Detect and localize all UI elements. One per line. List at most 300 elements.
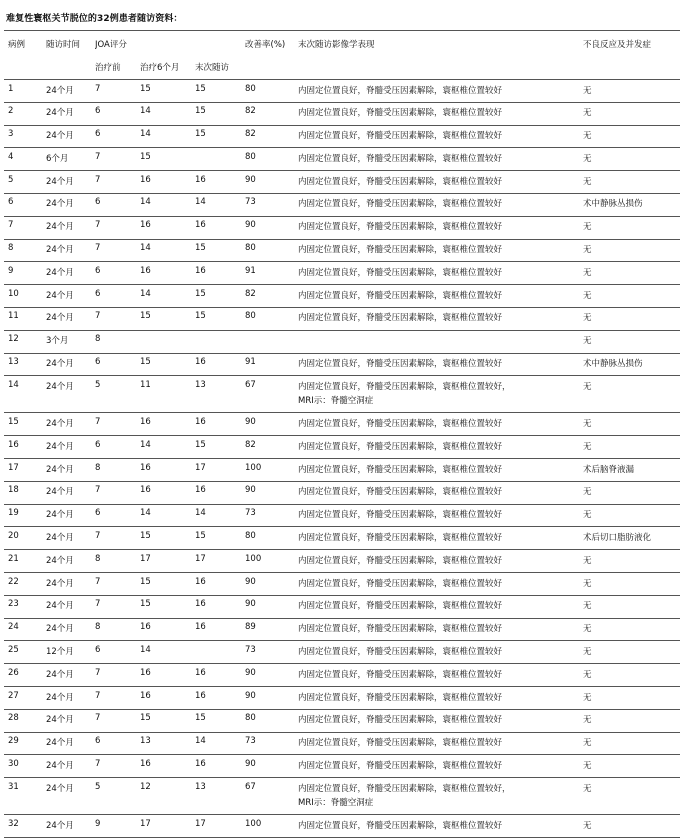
cell-improvement-rate: 90 [245,413,298,436]
cell-followup-time: 24个月 [46,376,95,413]
cell-improvement-rate: 100 [245,459,298,482]
imaging-line: 内固定位置良好，脊髓受压因素解除，寰枢椎位置较好 [298,715,503,726]
cell-followup-time: 24个月 [46,595,95,618]
cell-followup-time: 24个月 [46,550,95,573]
cell-case: 12 [4,330,46,353]
header-followup: 随访时间 [46,31,95,59]
cell-followup-time: 24个月 [46,755,95,778]
cell-improvement-rate: 80 [245,80,298,103]
cell-imaging [298,687,583,710]
cell-imaging [298,504,583,527]
table-row [4,436,680,459]
cell-case: 6 [4,193,46,216]
cell-case: 3 [4,125,46,148]
cell-joa-six-months: 14 [140,125,195,148]
cell-case: 32 [4,815,46,838]
cell-complications: 无 [583,709,680,732]
cell-case: 11 [4,307,46,330]
cell-joa-before: 7 [95,239,140,262]
imaging-line-mri: MRI示：脊髓空洞症 [298,797,374,808]
cell-imaging [298,239,583,262]
cell-followup-time: 24个月 [46,125,95,148]
table-row [4,193,680,216]
cell-imaging [298,216,583,239]
cell-improvement-rate: 82 [245,102,298,125]
imaging-line: 内固定位置良好，脊髓受压因素解除，寰枢椎位置较好 [298,820,503,831]
cell-improvement-rate: 82 [245,285,298,308]
cell-joa-before: 7 [95,80,140,103]
cell-joa-last: 13 [195,376,245,413]
cell-imaging [298,527,583,550]
cell-joa-six-months: 14 [140,641,195,664]
cell-joa-last [195,330,245,353]
cell-improvement-rate: 100 [245,815,298,838]
cell-joa-before: 8 [95,459,140,482]
imaging-line-mri: MRI示：脊髓空洞症 [298,395,374,406]
cell-complications: 无 [583,216,680,239]
cell-joa-six-months: 15 [140,148,195,171]
cell-followup-time: 24个月 [46,262,95,285]
cell-case: 23 [4,595,46,618]
cell-joa-before: 7 [95,413,140,436]
cell-followup-time: 24个月 [46,239,95,262]
header-last: 末次随访 [195,58,245,80]
cell-joa-six-months: 14 [140,102,195,125]
cell-improvement-rate: 90 [245,664,298,687]
table-row [4,573,680,596]
cell-improvement-rate: 90 [245,481,298,504]
table-row [4,239,680,262]
table-row [4,527,680,550]
cell-joa-last: 16 [195,755,245,778]
imaging-line: 内固定位置良好，脊髓受压因素解除，寰枢椎位置较好， [298,783,511,794]
cell-imaging [298,125,583,148]
cell-improvement-rate: 73 [245,732,298,755]
cell-joa-before: 7 [95,687,140,710]
cell-improvement-rate: 90 [245,755,298,778]
cell-followup-time: 24个月 [46,527,95,550]
imaging-line: 内固定位置良好，脊髓受压因素解除，寰枢椎位置较好 [298,692,503,703]
cell-case: 20 [4,527,46,550]
cell-joa-last: 15 [195,125,245,148]
cell-joa-last: 17 [195,459,245,482]
cell-imaging [298,641,583,664]
table-row [4,285,680,308]
cell-joa-last: 15 [195,709,245,732]
cell-improvement-rate: 67 [245,376,298,413]
cell-complications: 术中静脉丛损伤 [583,193,680,216]
cell-followup-time: 24个月 [46,307,95,330]
cell-improvement-rate: 90 [245,687,298,710]
cell-followup-time: 24个月 [46,216,95,239]
cell-imaging [298,709,583,732]
cell-case: 9 [4,262,46,285]
cell-complications: 无 [583,481,680,504]
cell-joa-six-months: 14 [140,239,195,262]
cell-complications: 无 [583,778,680,815]
cell-joa-six-months: 17 [140,815,195,838]
cell-joa-last: 16 [195,353,245,376]
cell-joa-six-months: 15 [140,595,195,618]
cell-joa-before: 6 [95,285,140,308]
imaging-line: 内固定位置良好，脊髓受压因素解除，寰枢椎位置较好 [298,738,503,749]
cell-joa-last: 16 [195,481,245,504]
cell-case: 22 [4,573,46,596]
imaging-line: 内固定位置良好，脊髓受压因素解除，寰枢椎位置较好 [298,646,503,657]
cell-improvement-rate: 90 [245,573,298,596]
cell-imaging [298,285,583,308]
cell-imaging [298,618,583,641]
cell-joa-before: 6 [95,193,140,216]
cell-joa-before: 7 [95,307,140,330]
imaging-line: 内固定位置良好，脊髓受压因素解除，寰枢椎位置较好 [298,578,503,589]
cell-joa-before: 5 [95,376,140,413]
table-row [4,262,680,285]
cell-joa-last: 16 [195,664,245,687]
imaging-line: 内固定位置良好，脊髓受压因素解除，寰枢椎位置较好 [298,487,503,498]
imaging-line: 内固定位置良好，脊髓受压因素解除，寰枢椎位置较好 [298,669,503,680]
cell-improvement-rate: 100 [245,550,298,573]
cell-complications: 无 [583,239,680,262]
cell-complications: 无 [583,285,680,308]
cell-imaging [298,193,583,216]
cell-complications: 无 [583,595,680,618]
cell-case: 31 [4,778,46,815]
cell-case: 19 [4,504,46,527]
cell-improvement-rate: 73 [245,504,298,527]
cell-joa-last: 17 [195,815,245,838]
cell-joa-six-months: 14 [140,504,195,527]
cell-joa-six-months: 12 [140,778,195,815]
cell-joa-six-months: 15 [140,573,195,596]
cell-imaging [298,550,583,573]
cell-followup-time: 24个月 [46,102,95,125]
table-row [4,171,680,194]
cell-imaging [298,330,583,353]
table-row [4,732,680,755]
table-row [4,618,680,641]
cell-imaging [298,376,583,413]
cell-joa-last: 14 [195,504,245,527]
cell-joa-six-months: 16 [140,687,195,710]
cell-case: 18 [4,481,46,504]
cell-joa-last: 16 [195,216,245,239]
table-row [4,216,680,239]
cell-joa-before: 7 [95,148,140,171]
cell-joa-before: 9 [95,815,140,838]
cell-joa-before: 6 [95,436,140,459]
cell-joa-six-months: 15 [140,307,195,330]
cell-improvement-rate: 82 [245,125,298,148]
cell-joa-last: 14 [195,732,245,755]
table-row [4,778,680,815]
cell-joa-six-months: 16 [140,216,195,239]
cell-joa-last: 17 [195,550,245,573]
cell-imaging [298,573,583,596]
table-row [4,353,680,376]
imaging-line: 内固定位置良好，脊髓受压因素解除，寰枢椎位置较好， [298,381,511,392]
cell-followup-time: 24个月 [46,353,95,376]
cell-complications: 无 [583,413,680,436]
cell-joa-six-months: 14 [140,193,195,216]
cell-complications: 无 [583,641,680,664]
cell-imaging [298,815,583,838]
cell-improvement-rate: 73 [245,193,298,216]
cell-complications: 无 [583,618,680,641]
cell-case: 1 [4,80,46,103]
header-row-sub [4,58,680,80]
cell-improvement-rate: 90 [245,171,298,194]
table-row [4,413,680,436]
cell-complications: 无 [583,687,680,710]
cell-joa-six-months: 16 [140,413,195,436]
table-row [4,148,680,171]
cell-joa-six-months: 16 [140,262,195,285]
cell-joa-six-months: 13 [140,732,195,755]
imaging-line: 内固定位置良好，脊髓受压因素解除，寰枢椎位置较好 [298,555,503,566]
cell-joa-last: 15 [195,285,245,308]
cell-followup-time: 24个月 [46,171,95,194]
cell-imaging [298,664,583,687]
cell-joa-before: 6 [95,125,140,148]
cell-joa-six-months: 14 [140,436,195,459]
cell-joa-six-months: 16 [140,481,195,504]
cell-joa-before: 7 [95,709,140,732]
cell-complications: 无 [583,755,680,778]
cell-followup-time: 24个月 [46,709,95,732]
cell-case: 29 [4,732,46,755]
cell-imaging [298,307,583,330]
cell-case: 7 [4,216,46,239]
cell-joa-before: 8 [95,618,140,641]
cell-case: 27 [4,687,46,710]
cell-improvement-rate: 80 [245,148,298,171]
cell-joa-before: 6 [95,732,140,755]
cell-imaging [298,755,583,778]
header-case: 病例 [4,31,46,59]
imaging-line: 内固定位置良好，脊髓受压因素解除，寰枢椎位置较好 [298,464,503,475]
cell-followup-time: 24个月 [46,80,95,103]
cell-followup-time: 24个月 [46,618,95,641]
table-row [4,459,680,482]
table-row [4,481,680,504]
cell-joa-before: 6 [95,102,140,125]
cell-improvement-rate: 89 [245,618,298,641]
imaging-line: 内固定位置良好，脊髓受压因素解除，寰枢椎位置较好 [298,199,503,210]
cell-joa-six-months: 11 [140,376,195,413]
cell-imaging [298,262,583,285]
cell-case: 5 [4,171,46,194]
cell-followup-time: 3个月 [46,330,95,353]
cell-case: 26 [4,664,46,687]
cell-joa-six-months: 16 [140,459,195,482]
cell-joa-six-months: 15 [140,80,195,103]
cell-followup-time: 24个月 [46,815,95,838]
cell-case: 14 [4,376,46,413]
cell-complications: 无 [583,102,680,125]
cell-complications: 无 [583,171,680,194]
cell-followup-time: 24个月 [46,573,95,596]
cell-joa-last: 16 [195,618,245,641]
cell-joa-before: 7 [95,216,140,239]
imaging-line: 内固定位置良好，脊髓受压因素解除，寰枢椎位置较好 [298,441,503,452]
cell-imaging [298,413,583,436]
cell-imaging [298,595,583,618]
cell-imaging [298,732,583,755]
imaging-line: 内固定位置良好，脊髓受压因素解除，寰枢椎位置较好 [298,532,503,543]
cell-complications: 术后切口脂肪液化 [583,527,680,550]
cell-imaging [298,102,583,125]
cell-complications: 无 [583,815,680,838]
header-six-months: 治疗6个月 [140,58,195,80]
cell-joa-last: 15 [195,102,245,125]
cell-case: 16 [4,436,46,459]
cell-joa-six-months: 15 [140,709,195,732]
table-row [4,664,680,687]
cell-complications: 无 [583,376,680,413]
cell-followup-time: 24个月 [46,504,95,527]
imaging-line: 内固定位置良好，脊髓受压因素解除，寰枢椎位置较好 [298,153,503,164]
cell-case: 10 [4,285,46,308]
cell-joa-before: 6 [95,504,140,527]
cell-case: 21 [4,550,46,573]
cell-joa-six-months: 16 [140,755,195,778]
cell-joa-six-months [140,330,195,353]
cell-joa-six-months: 16 [140,171,195,194]
cell-followup-time: 24个月 [46,436,95,459]
cell-complications: 无 [583,148,680,171]
cell-followup-time: 24个月 [46,481,95,504]
table-body [4,80,680,838]
cell-case: 24 [4,618,46,641]
imaging-line: 内固定位置良好，脊髓受压因素解除，寰枢椎位置较好 [298,245,503,256]
table-row [4,641,680,664]
cell-improvement-rate: 80 [245,527,298,550]
cell-joa-before: 7 [95,664,140,687]
imaging-line: 内固定位置良好，脊髓受压因素解除，寰枢椎位置较好 [298,290,503,301]
table-row [4,330,680,353]
table-row [4,102,680,125]
table-row [4,125,680,148]
cell-complications: 无 [583,436,680,459]
cell-joa-six-months: 15 [140,527,195,550]
header-before: 治疗前 [95,58,140,80]
cell-followup-time: 24个月 [46,664,95,687]
cell-joa-before: 8 [95,330,140,353]
imaging-line: 内固定位置良好，脊髓受压因素解除，寰枢椎位置较好 [298,313,503,324]
cell-complications: 无 [583,330,680,353]
cell-complications: 无 [583,573,680,596]
imaging-line: 内固定位置良好，脊髓受压因素解除，寰枢椎位置较好 [298,359,503,370]
cell-case: 25 [4,641,46,664]
cell-joa-last: 16 [195,262,245,285]
cell-improvement-rate: 80 [245,709,298,732]
cell-imaging [298,148,583,171]
cell-joa-before: 7 [95,171,140,194]
cell-imaging [298,353,583,376]
cell-imaging [298,80,583,103]
cell-joa-before: 6 [95,262,140,285]
cell-joa-six-months: 16 [140,664,195,687]
imaging-line: 内固定位置良好，脊髓受压因素解除，寰枢椎位置较好 [298,267,503,278]
cell-improvement-rate: 82 [245,436,298,459]
cell-followup-time: 24个月 [46,732,95,755]
cell-imaging [298,778,583,815]
imaging-line: 内固定位置良好，脊髓受压因素解除，寰枢椎位置较好 [298,108,503,119]
cell-joa-before: 7 [95,527,140,550]
table-row [4,307,680,330]
cell-complications: 无 [583,550,680,573]
imaging-line: 内固定位置良好，脊髓受压因素解除，寰枢椎位置较好 [298,176,503,187]
cell-joa-before: 7 [95,481,140,504]
cell-joa-before: 7 [95,573,140,596]
cell-joa-six-months: 16 [140,618,195,641]
cell-improvement-rate: 90 [245,216,298,239]
imaging-line: 内固定位置良好，脊髓受压因素解除，寰枢椎位置较好 [298,85,503,96]
table-row [4,550,680,573]
table-row [4,687,680,710]
cell-improvement-rate: 91 [245,262,298,285]
cell-complications: 无 [583,664,680,687]
cell-complications: 无 [583,80,680,103]
cell-joa-last: 16 [195,573,245,596]
cell-imaging [298,459,583,482]
imaging-line: 内固定位置良好，脊髓受压因素解除，寰枢椎位置较好 [298,418,503,429]
cell-joa-last: 15 [195,239,245,262]
cell-joa-last: 14 [195,193,245,216]
cell-improvement-rate: 90 [245,595,298,618]
cell-joa-last [195,641,245,664]
cell-followup-time: 24个月 [46,459,95,482]
cell-complications: 术中静脉丛损伤 [583,353,680,376]
cell-complications: 术后脑脊液漏 [583,459,680,482]
imaging-line: 内固定位置良好，脊髓受压因素解除，寰枢椎位置较好 [298,760,503,771]
header-complications: 不良反应及并发症 [583,31,680,59]
cell-case: 13 [4,353,46,376]
cell-imaging [298,171,583,194]
cell-joa-last: 13 [195,778,245,815]
cell-joa-before: 6 [95,353,140,376]
cell-joa-six-months: 14 [140,285,195,308]
cell-joa-before: 6 [95,641,140,664]
cell-followup-time: 12个月 [46,641,95,664]
cell-improvement-rate: 80 [245,307,298,330]
imaging-line: 内固定位置良好，脊髓受压因素解除，寰枢椎位置较好 [298,510,503,521]
cell-case: 8 [4,239,46,262]
cell-joa-last [195,148,245,171]
cell-followup-time: 24个月 [46,285,95,308]
table-row [4,504,680,527]
imaging-line: 内固定位置良好，脊髓受压因素解除，寰枢椎位置较好 [298,131,503,142]
header-row-main [4,31,680,59]
table-caption: 难复性寰枢关节脱位的32例患者随访资料： [6,14,183,24]
cell-joa-last: 15 [195,527,245,550]
cell-joa-six-months: 15 [140,353,195,376]
header-joa: JOA评分 [95,31,245,59]
cell-imaging [298,481,583,504]
cell-complications: 无 [583,262,680,285]
header-imaging: 末次随访影像学表现 [298,31,583,59]
cell-case: 15 [4,413,46,436]
cell-complications: 无 [583,307,680,330]
imaging-line: 内固定位置良好，脊髓受压因素解除，寰枢椎位置较好 [298,222,503,233]
imaging-line: 内固定位置良好，脊髓受压因素解除，寰枢椎位置较好 [298,624,503,635]
cell-case: 30 [4,755,46,778]
cell-complications: 无 [583,732,680,755]
table-row [4,376,680,413]
cell-case: 17 [4,459,46,482]
cell-joa-last: 16 [195,171,245,194]
